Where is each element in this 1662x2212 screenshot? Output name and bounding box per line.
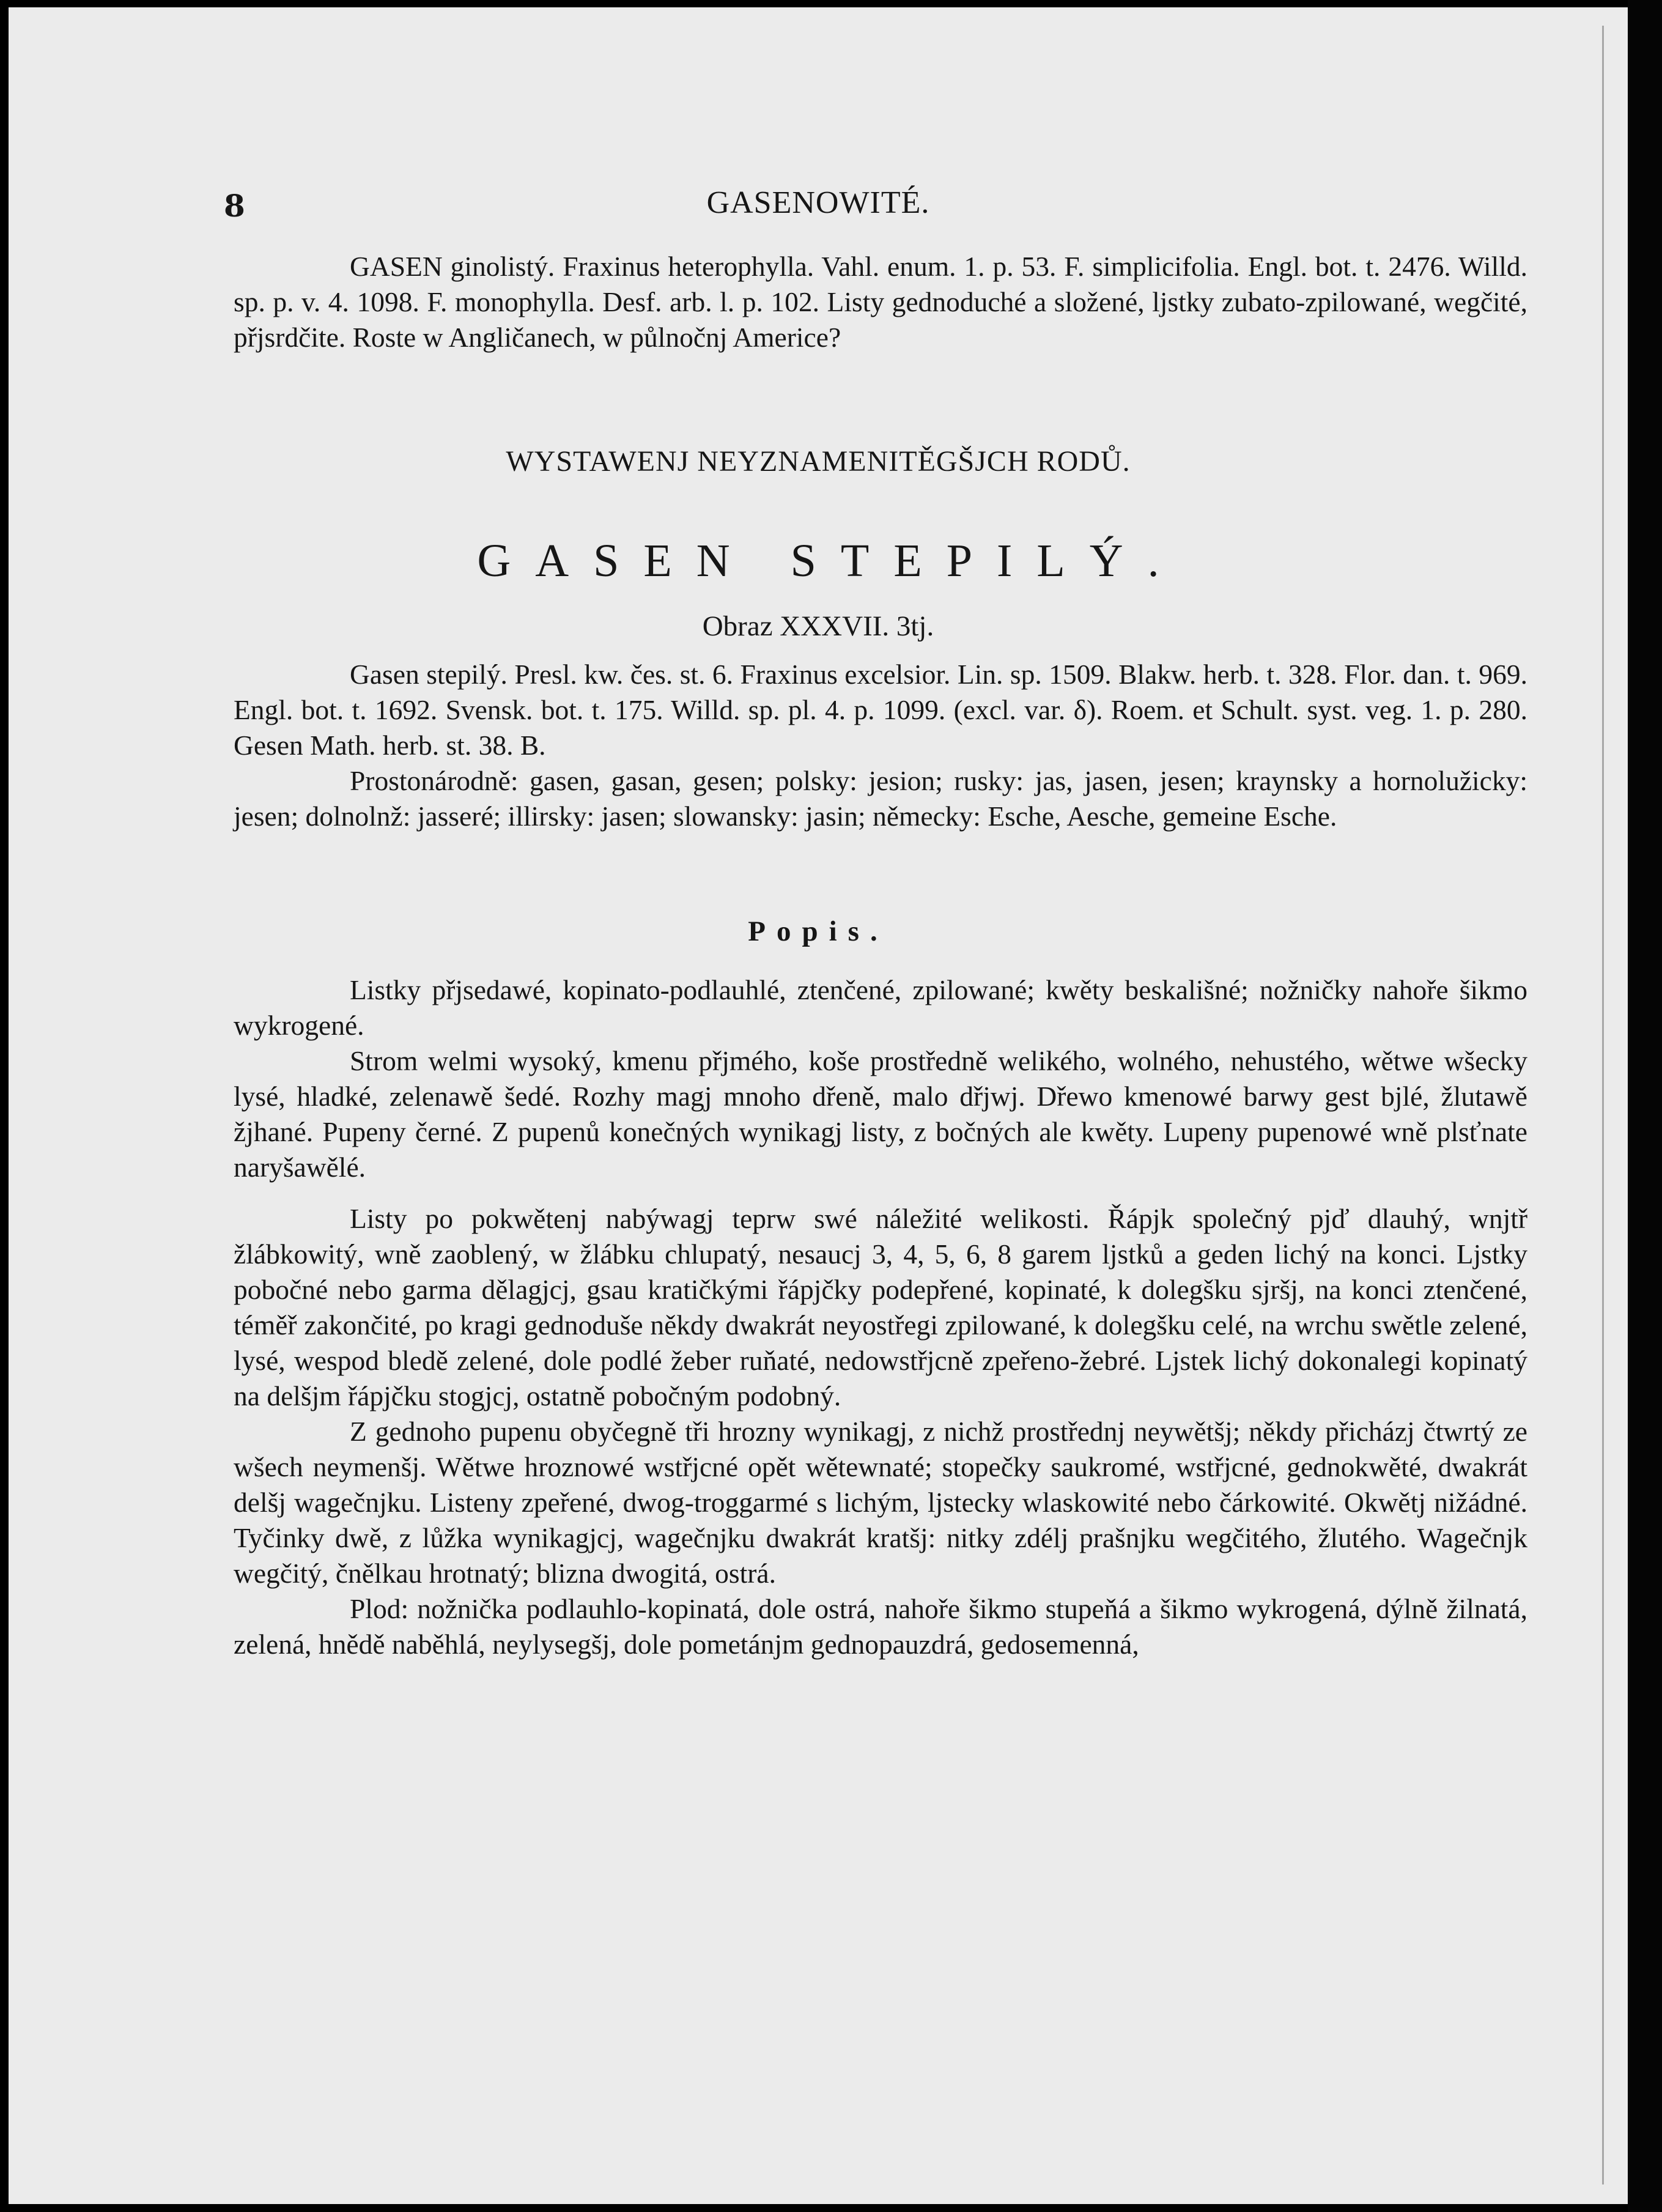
page-fold-shadow xyxy=(1602,26,1604,2184)
description-paragraph: Plod: nožnička podlauhlo-kopinatá, dole ostrá, nahoře šikmo stupeňá a šikmo wykrogená, dýlně žilnatá, zelená, hnědě naběhlá, neylysegšj, dole pometánjm gednopauzdrá, gedosemenná, xyxy=(234,1593,1527,1660)
intro-paragraph: GASEN ginolistý. Fraxinus heterophylla. Vahl. enum. 1. p. 53. F. simplicifolia. Engl. bot. t. 2476. Willd. sp. p. v. 4. 1098. F. monophylla. Desf. arb. l. p. 102. Listy gednoduché a složené, ljstky zubato-zpilowané, wegčité, přjsrdčite. Roste w Angličanech, w půlnočnj Americe? xyxy=(234,251,1527,353)
description-block xyxy=(234,972,1527,1662)
description-paragraph: Listky přjsedawé, kopinato-podlauhlé, ztenčené, zpilowané; kwěty beskališné; nožničky nahoře šikmo wykrogené. xyxy=(234,974,1527,1041)
page-number: 8 xyxy=(224,188,245,224)
book-page xyxy=(9,7,1628,2204)
scan-border-right xyxy=(1628,0,1662,2212)
description-paragraph: Strom welmi wysoký, kmenu přjmého, koše prostředně welikého, wolného, nehustého, wětwe wšecky lysé, hladké, zelenawě šedé. Rozhy magj mnoho dřeně, malo dřjwj. Dřewo kmenowé barwy gest bjlé, žlutawě žjhané. Pupeny černé. Z pupenů konečných wynikagj listy, z bočných ale kwěty. Lupeny pupenowé wně plsťnate naryšawělé. xyxy=(234,1045,1527,1183)
plate-label: Obraz XXXVII. 3tj. xyxy=(702,610,934,642)
synonyms-paragraph: Gasen stepilý. Presl. kw. čes. st. 6. Fraxinus excelsior. Lin. sp. 1509. Blakw. herb. t. 328. Flor. dan. t. 969. Engl. bot. t. 1692. Svensk. bot. t. 175. Willd. sp. pl. 4. p. 1099. (excl. var. δ). Roem. et Schult. syst. veg. 1. p. 280. Gesen Math. herb. st. 38. B. xyxy=(234,659,1527,761)
intro-block xyxy=(234,249,1527,355)
section-heading: WYSTAWENJ NEYZNAMENITĚGŠJCH RODŮ. xyxy=(506,445,1131,478)
vernacular-names-paragraph: Prostonárodně: gasen, gasan, gesen; polsky: jesion; rusky: jas, jasen, jesen; kraynsky a hornolužicky: jesen; dolnolnž: jasseré; illirsky: jasen; slowansky: jasin; německy: Esche, Aesche, gemeine Esche. xyxy=(234,765,1527,832)
running-head: GASENOWITÉ. xyxy=(706,185,930,220)
description-paragraph: Z gednoho pupenu obyčegně tři hrozny wynikagj, z nichž prostřednj neywětšj; někdy přicházj čtwrtý ze wšech neymenšj. Wětwe hroznowé wstřjcné opět wětewnaté; stopečky saukromé, wstřjcné, gednokwěté, dwakrát delšj wagečnjku. Listeny zpeřené, dwog-troggarmé s lichým, ljstecky wlaskowité nebo čárkowité. Okwětj nižádné. Tyčinky dwě, z lůžka wynikagjcj, wagečnjku dwakrát kratšj: nitky zdélj prašnjku wegčitého, žlutého. Wagečnjk wegčitý, čnělkau hrotnatý; blizna dwogitá, ostrá. xyxy=(234,1416,1527,1589)
species-title: GASEN STEPILÝ. xyxy=(477,535,1184,586)
popis-heading: Popis. xyxy=(748,916,888,947)
description-paragraph: Listy po pokwětenj nabýwagj teprw swé náležité welikosti. Řápjk společný pjď dlauhý, wnjtř žlábkowitý, wně zaoblený, w žlábku chlupatý, nesaucj 3, 4, 5, 6, 8 garem ljstků a geden lichý na konci. Ljstky pobočné nebo garma dělagjcj, gsau kratičkými řápjčky podepřené, kopinaté, k dolegšku sjršj, na konci ztenčené, téměř zakončité, po kragi gednoduše někdy dwakrát neyostřegi zpilowané, k dolegšku celé, na wrchu swětle zelené, lysé, wespod bledě zelené, dole podlé žeber ruňaté, nedowstřjcně zpeřeno-žebré. Ljstek lichý dokonalegi kopinatý na delšjm řápjčku stogjcj, ostatně pobočným podobný. xyxy=(234,1203,1527,1411)
synonym-block xyxy=(234,657,1527,834)
